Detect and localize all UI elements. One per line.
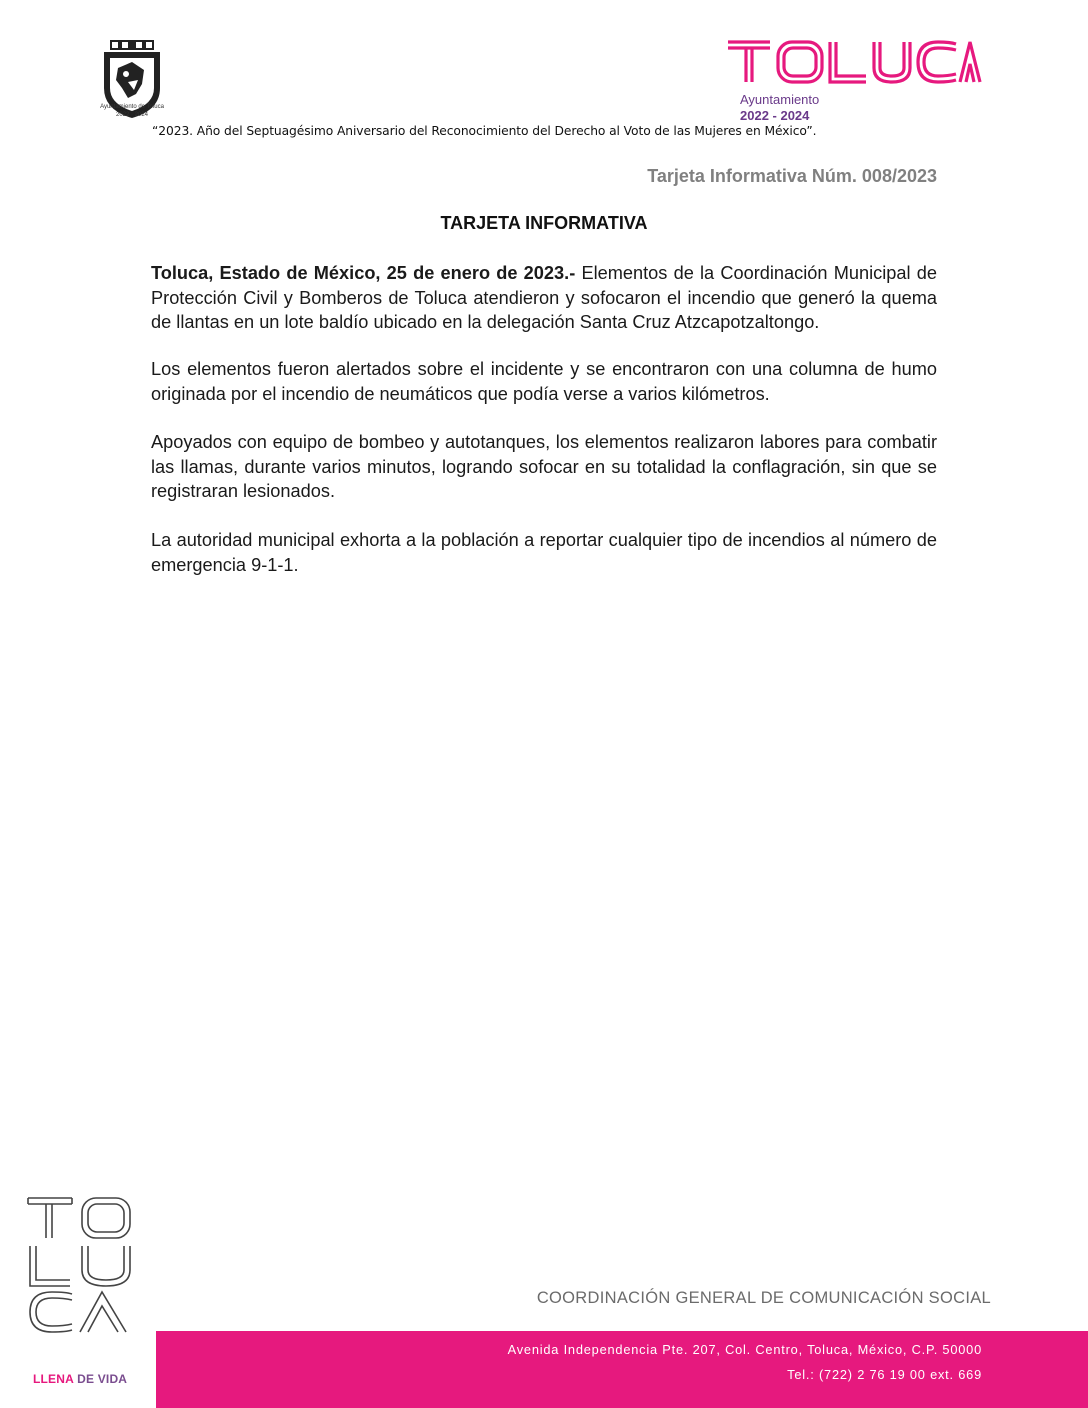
brand-subtitle: Ayuntamiento bbox=[740, 92, 820, 107]
toluca-footer-logo bbox=[26, 1194, 138, 1334]
paragraph-1-text: Elementos de la Coordinación Municipal de Protección Civil y Bomberos de Toluca atendieron y sofocaron el incendio que generó la quema de llantas en un lote baldío ubicado en la delegación Santa Cruz Atzcapotzaltongo. bbox=[151, 263, 937, 332]
paragraph-2: Los elementos fueron alertados sobre el incidente y se encontraron con una columna de humo originada por el incendio de neumáticos que podía verse a varios kilómetros. bbox=[151, 359, 937, 404]
brand-years: 2022 - 2024 bbox=[740, 108, 810, 123]
paragraph-3: Apoyados con equipo de bombeo y autotanques, los elementos realizaron labores para combatir las llamas, durante varios minutos, logrando sofocar en su totalidad la conflagración, sin que se registraran lesionados. bbox=[151, 432, 937, 501]
footer-address: Avenida Independencia Pte. 207, Col. Centro, Toluca, México, C.P. 50000 bbox=[507, 1342, 982, 1357]
seal-caption: Ayuntamiento de Toluca bbox=[100, 104, 164, 110]
toluca-brand-logo bbox=[726, 34, 984, 126]
card-number: Tarjeta Informativa Núm. 008/2023 bbox=[647, 166, 937, 186]
seal-years: 2022 · 2024 bbox=[115, 112, 149, 118]
page-title: TARJETA INFORMATIVA bbox=[440, 213, 648, 233]
footer-phone: Tel.: (722) 2 76 19 00 ext. 669 bbox=[787, 1367, 982, 1382]
office-name: COORDINACIÓN GENERAL DE COMUNICACIÓN SOCIAL bbox=[536, 1289, 991, 1307]
paragraph-4: La autoridad municipal exhorta a la población a reportar cualquier tipo de incendios al número de emergencia 9-1-1. bbox=[151, 530, 937, 575]
footer-slogan bbox=[33, 1372, 127, 1386]
commemorative-motto: “2023. Año del Septuagésimo Aniversario del Reconocimiento del Derecho al Voto de las Mujeres en México”. bbox=[152, 124, 817, 138]
slogan-part-2: DE VIDA bbox=[73, 1372, 128, 1386]
dateline: Toluca, Estado de México, 25 de enero de 2023.- bbox=[151, 263, 576, 283]
slogan-part-1: LLENA bbox=[33, 1372, 74, 1386]
paragraph-1 bbox=[151, 261, 937, 335]
